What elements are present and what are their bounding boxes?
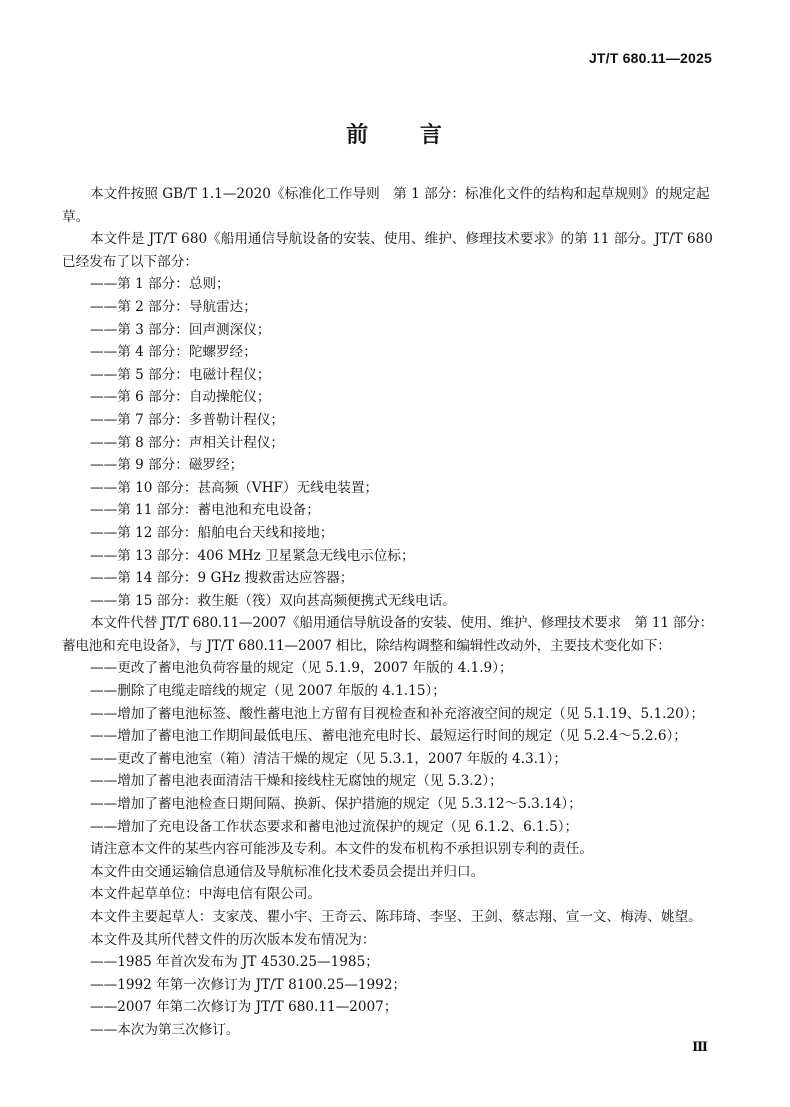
parts-list (62, 273, 716, 612)
paragraph-proposer: 本文件由交通运输信息通信及导航标准化技术委员会提出并归口。 (90, 863, 485, 880)
list-item: ——增加了蓄电池检查日期间隔、换新、保护措施的规定（见 5.3.12～5.3.14）； (90, 796, 582, 813)
list-item: ——第 7 部分：多普勒计程仪； (90, 411, 285, 428)
paragraph-replacement: 本文件代替 JT/T 680.11—2007《船用通信导航设备的安装、使用、维护、修理技术要求 第 11 部分：蓄电池和充电设备》，与 JT/T 680.11—2007 相比，除结构调整和编辑性改动外，主要技术变化如下： (62, 615, 714, 654)
list-item: ——第 15 部分：救生艇（筏）双向甚高频便携式无线电话。 (90, 592, 456, 609)
list-item: ——增加了蓄电池工作期间最低电压、蓄电池充电时长、最短运行时间的规定（见 5.2.4～5.2.6）； (90, 728, 687, 745)
list-item: ——第 14 部分：9 GHz 搜救雷达应答器； (90, 570, 354, 587)
changes-list (62, 657, 716, 838)
paragraph-series-intro: 本文件是 JT/T 680《船用通信导航设备的安装、使用、维护、修理技术要求》的第 11 部分。JT/T 680 已经发布了以下部分： (62, 231, 713, 270)
list-item: ——第 1 部分：总则； (90, 276, 230, 293)
paragraph-history-intro: 本文件及其所代替文件的历次版本发布情况为： (90, 931, 376, 948)
list-item: ——1992 年第一次修订为 JT/T 8100.25—1992； (90, 976, 407, 993)
document-body (62, 183, 716, 1042)
list-item: ——第 9 部分：磁罗经； (90, 457, 244, 474)
list-item: ——增加了蓄电池表面清洁干燥和接线柱无腐蚀的规定（见 5.3.2）； (90, 773, 503, 790)
list-item: ——第 13 部分：406 MHz 卫星紧急无线电示位标； (90, 547, 415, 564)
list-item: ——第 11 部分：蓄电池和充电设备； (90, 502, 320, 519)
list-item: ——本次为第三次修订。 (90, 1021, 240, 1038)
list-item: ——增加了充电设备工作状态要求和蓄电池过流保护的规定（见 6.1.2、6.1.5）； (90, 818, 579, 835)
list-item: ——第 5 部分：电磁计程仪； (90, 366, 271, 383)
paragraph-patent-notice: 请注意本文件的某些内容可能涉及专利。本文件的发布机构不承担识别专利的责任。 (90, 841, 593, 858)
list-item: ——第 3 部分：回声测深仪； (90, 321, 271, 338)
list-item: ——第 4 部分：陀螺罗经； (90, 344, 257, 361)
list-item: ——增加了蓄电池标签、酸性蓄电池上方留有目视检查和补充溶液空间的规定（见 5.1.19、5.1.20）； (90, 705, 705, 722)
page-number: Ⅲ (692, 1040, 708, 1055)
paragraph-drafting-unit: 本文件起草单位：中海电信有限公司。 (90, 886, 322, 903)
list-item: ——更改了蓄电池室（箱）清洁干燥的规定（见 5.3.1，2007 年版的 4.3.1）； (90, 750, 567, 767)
standard-code: JT/T 680.11—2025 (588, 50, 712, 66)
list-item: ——第 12 部分：船舶电台天线和接地； (90, 524, 334, 541)
list-item: ——第 10 部分：甚高频（VHF）无线电装置； (90, 479, 379, 496)
list-item: ——第 6 部分：自动操舵仪； (90, 389, 271, 406)
list-item: ——2007 年第二次修订为 JT/T 680.11—2007； (90, 999, 398, 1016)
list-item: ——更改了蓄电池负荷容量的规定（见 5.1.9，2007 年版的 4.1.9）； (90, 660, 513, 677)
paragraph-drafters: 本文件主要起草人：支家茂、瞿小宇、王奇云、陈玮琦、李坚、王剑、蔡志翔、宣一文、梅涛、姚望。 (90, 909, 702, 925)
list-item: ——第 8 部分：声相关计程仪； (90, 434, 285, 451)
list-item: ——删除了电缆走暗线的规定（见 2007 年版的 4.1.15）； (90, 683, 446, 700)
history-list (62, 951, 716, 1041)
list-item: ——1985 年首次发布为 JT 4530.25—1985； (90, 954, 379, 971)
page-title: 前 言 (346, 123, 444, 148)
list-item: ——第 2 部分：导航雷达； (90, 298, 257, 315)
paragraph-drafting-rule: 本文件按照 GB/T 1.1—2020《标准化工作导则 第 1 部分：标准化文件的结构和起草规则》的规定起草。 (62, 186, 710, 225)
